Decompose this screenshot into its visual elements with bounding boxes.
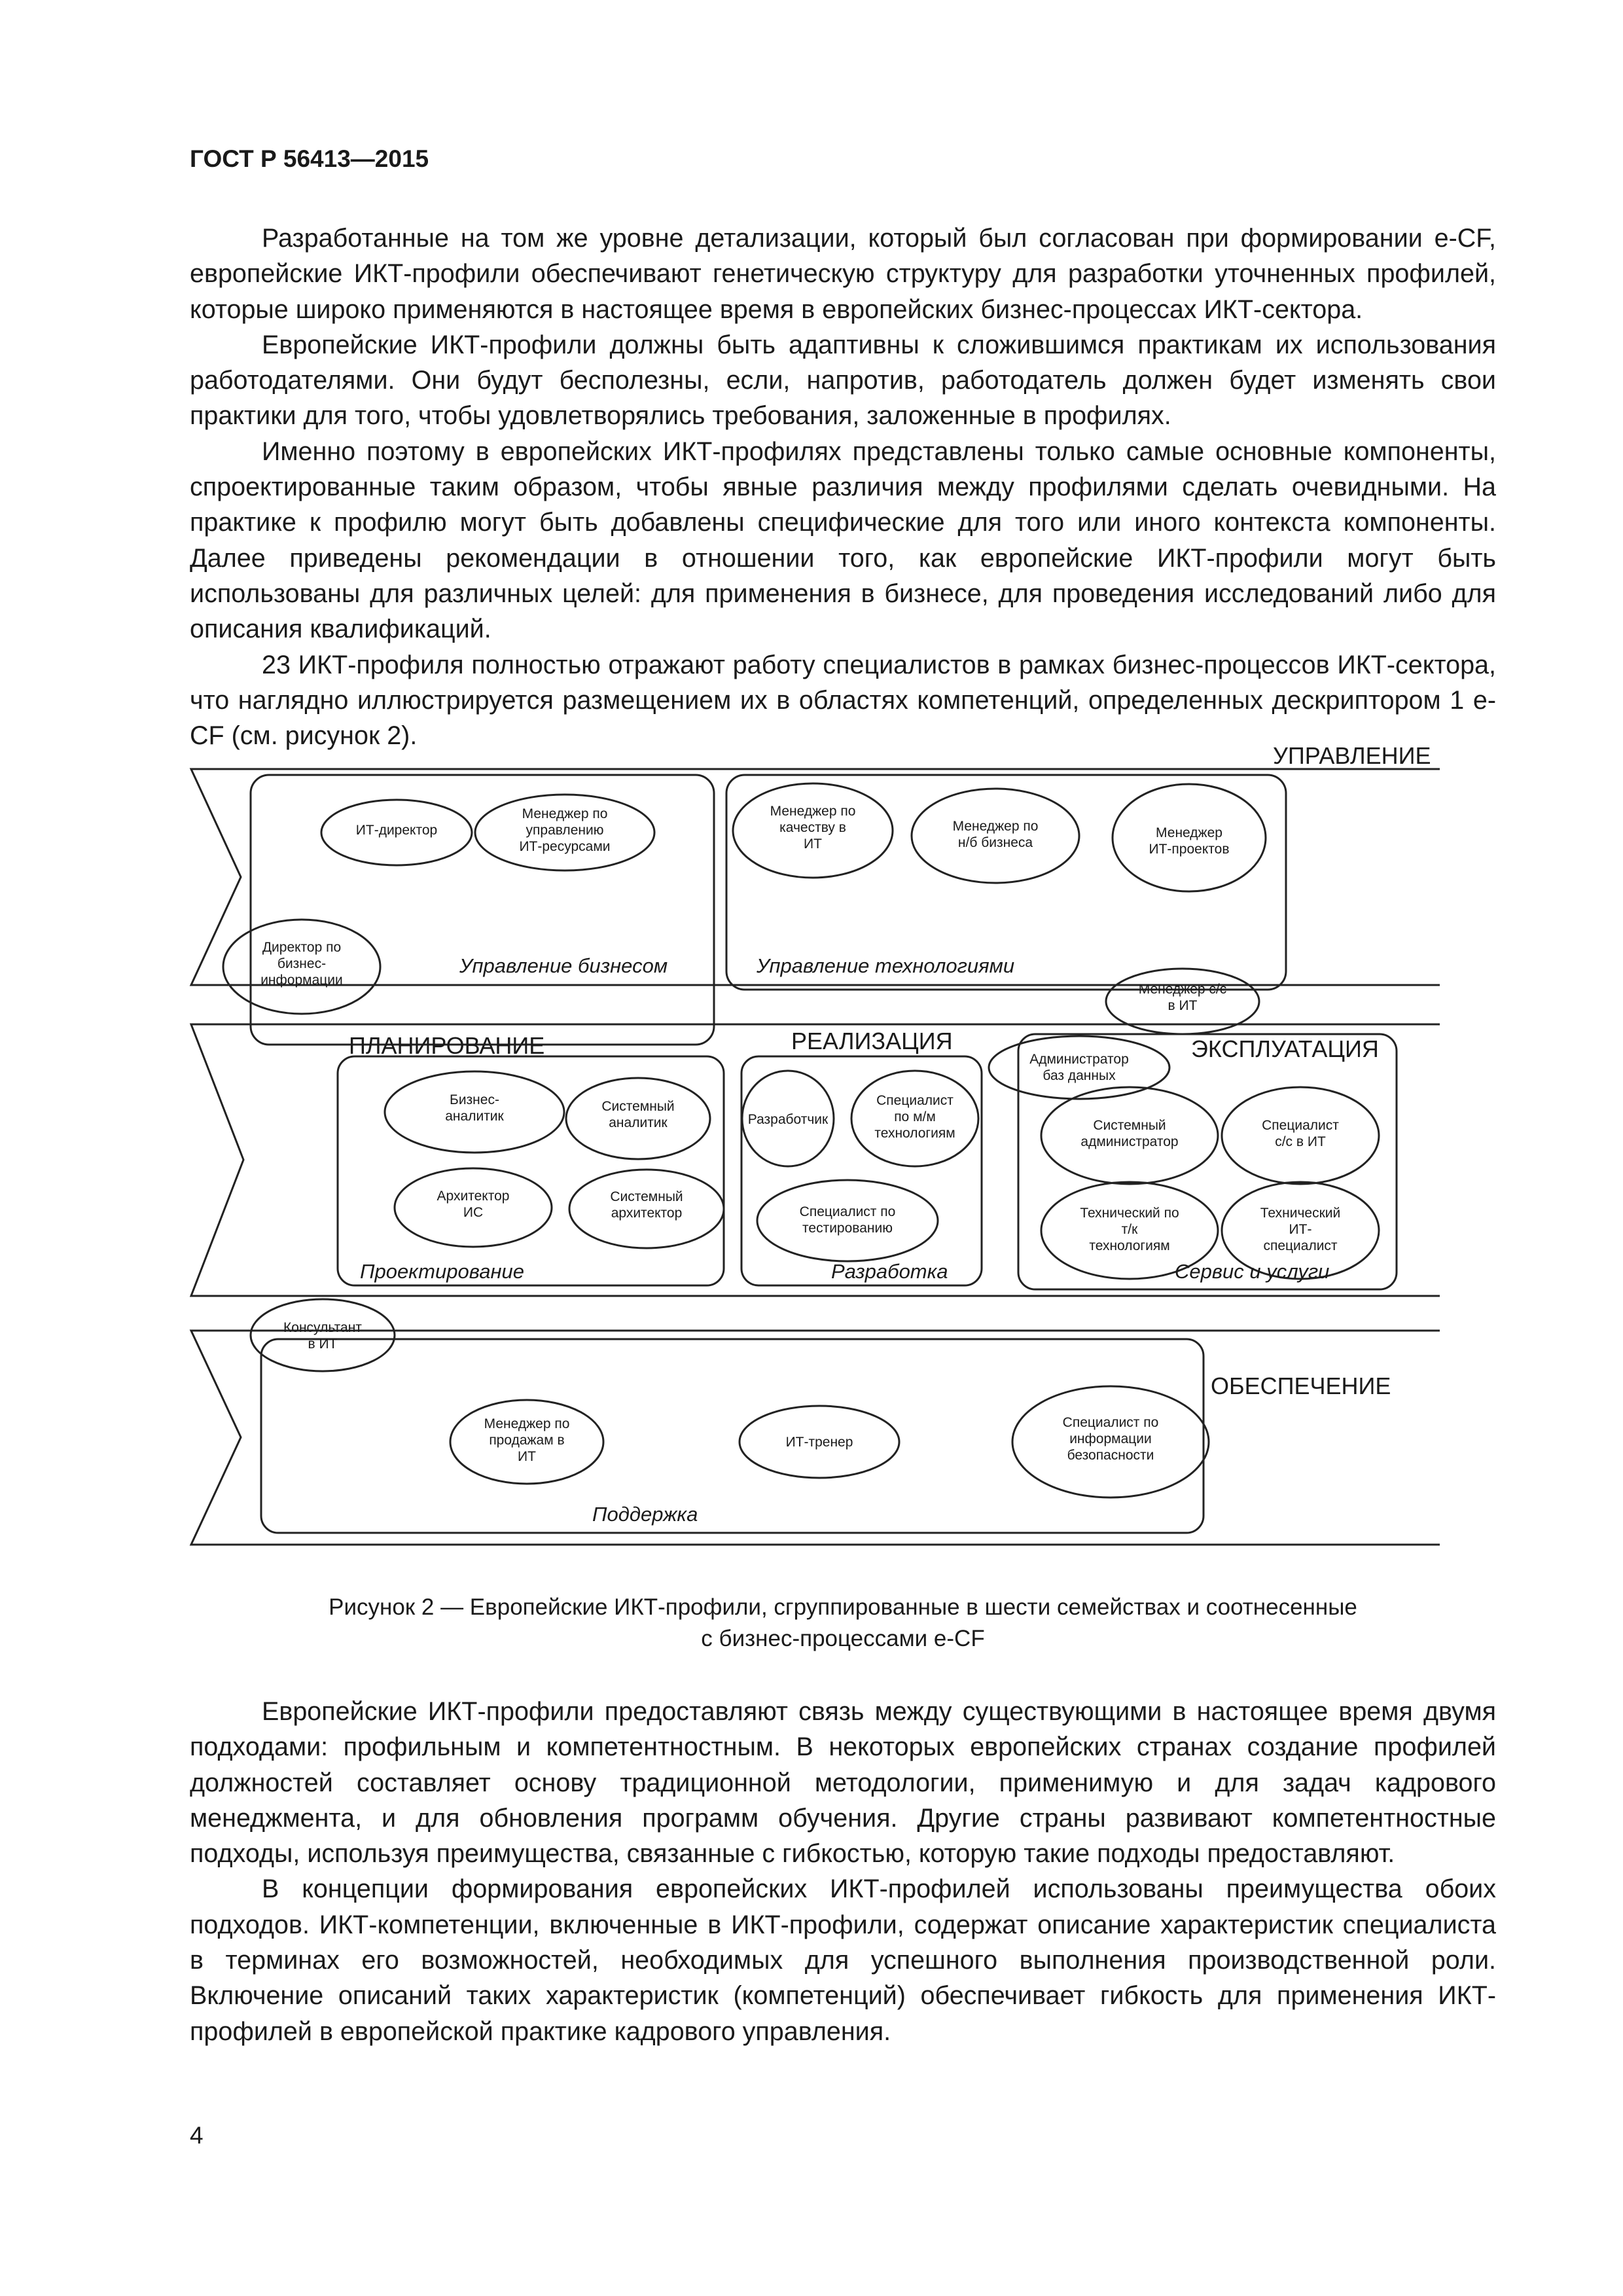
paragraph: Европейские ИКТ-профили должны быть адаптивны к сложившимся практикам их использования работодателями. Они будут бесполезны, если, напротив, работодатель должен будет изменять свои практики для того, чтобы удовлетворялись требования, заложенные в профилях. [190, 330, 1496, 431]
figure-caption [190, 1592, 1496, 1655]
profile-label-line: ИТ [518, 1449, 536, 1464]
family-label-service: Сервис и услуги [1175, 1260, 1330, 1283]
profile-label-line: с/с в ИТ [1275, 1134, 1326, 1149]
profile-label-line: управлению [526, 823, 604, 838]
paragraph: В концепции формирования европейских ИКТ-профилей использованы преимущества обоих подходов. ИКТ-компетенции, включенные в ИКТ-профили, содержат описание характеристик специалиста в терминах его возможностей, необходимых для успешного выполнения производственной роли. Включение описаний таких характеристик (компетенций) обеспечивает гибкость для применения ИКТ-профилей в европейской практике кадрового управления. [190, 1874, 1496, 2046]
support-box [261, 1339, 1204, 1533]
profile-label-line: тестированию [802, 1221, 893, 1236]
profile-it-network-manager [1139, 982, 1227, 1013]
profile-info-security-specialist [1063, 1415, 1159, 1463]
profile-label-line: Специалист [1262, 1118, 1339, 1133]
profile-mm-specialist [874, 1093, 955, 1141]
profile-label-line: по м/м [894, 1109, 936, 1124]
profile-label-line: бизнес- [277, 956, 327, 971]
profile-label-line: Технический по [1080, 1206, 1179, 1221]
document-header: ГОСТ Р 56413—2015 [190, 145, 429, 172]
profile-label-line: н/б бизнеса [957, 835, 1033, 850]
profile-db-admin [1029, 1052, 1129, 1083]
profile-label-line: Администратор [1029, 1052, 1129, 1067]
profile-network-specialist [1262, 1118, 1339, 1149]
profile-label-line: информации [260, 973, 343, 988]
family-label-development: Разработка [831, 1260, 948, 1283]
process-label-planning: ПЛАНИРОВАНИЕ [349, 1032, 545, 1059]
process-label-management: УПРАВЛЕНИЕ [1273, 746, 1431, 769]
caption-line: Рисунок 2 — Европейские ИКТ-профили, сгруппированные в шести семействах и соотнесенные [329, 1594, 1357, 1620]
profile-label-line: ИТ-проектов [1149, 842, 1230, 857]
profile-sales-manager [484, 1416, 570, 1464]
page-number: 4 [190, 2122, 204, 2149]
family-label-technology-management: Управление технологиями [757, 954, 1015, 977]
profile-business-analyst [445, 1092, 504, 1124]
profile-label-line: ИТ-тренер [785, 1435, 853, 1450]
profile-label-line: Менеджер с/с [1138, 982, 1227, 997]
profile-label-line: информации [1069, 1431, 1152, 1446]
profile-label-line: Директор по [262, 940, 342, 955]
profile-it-trainer [786, 1435, 853, 1450]
profile-it-director [356, 823, 437, 838]
family-label-support: Поддержка [592, 1503, 698, 1526]
profile-ellipses [223, 783, 1379, 1498]
profile-label-line: баз данных [1043, 1068, 1116, 1083]
body-text-top [190, 221, 1496, 753]
profile-tech-specialist-tc [1080, 1206, 1179, 1253]
profile-label-line: в ИТ [308, 1336, 338, 1352]
profile-test-specialist [800, 1204, 896, 1236]
profile-it-consultant [283, 1320, 362, 1352]
profile-tech-it-specialist [1260, 1206, 1340, 1253]
profile-sys-admin [1080, 1118, 1178, 1149]
profile-label-line: Менеджер [1156, 825, 1222, 840]
profile-label-line: ИТ- [1289, 1222, 1312, 1237]
development-box [741, 1056, 982, 1285]
profile-label-line: ИТ [804, 836, 822, 852]
profile-business-info-director [260, 940, 343, 988]
paragraph: Именно поэтому в европейских ИКТ-профилях представлены только самые основные компоненты, спроектированные таким образом, чтобы явные различия между профилями сделать очевидными. На практике к профилю могут быть добавлены специфические для того или иного контекста компоненты. Далее приведены рекомендации в отношении того, как европейские ИКТ-профили могут быть использованы для различных целей: для применения в бизнесе, для проведения исследований либо для описания квалификаций. [190, 437, 1496, 644]
paragraph: Разработанные на том же уровне детализации, который был согласован при формировании e-CF, европейские ИКТ-профили обеспечивают генетическую структуру для разработки уточненных профилей, которые широко применяются в настоящее время в европейских бизнес-процессах ИКТ-сектора. [190, 224, 1496, 324]
profile-label-line: продажам в [489, 1433, 565, 1448]
profile-label-line: аналитик [609, 1115, 668, 1130]
ict-profiles-diagram [183, 746, 1440, 1571]
profile-label-line: Системный [1093, 1118, 1166, 1133]
family-label-design: Проектирование [360, 1260, 524, 1283]
profile-label-line: аналитик [445, 1109, 504, 1124]
profile-label-line: безопасности [1067, 1448, 1154, 1463]
profile-label-line: качеству в [779, 820, 846, 835]
profile-label-line: Системный [610, 1189, 683, 1204]
profile-it-resources-manager [519, 806, 610, 854]
profile-label-line: специалист [1263, 1238, 1338, 1253]
profile-business-manager [953, 819, 1039, 850]
profile-label-line: Архитектор [437, 1189, 510, 1204]
profile-label-line: технологиям [874, 1126, 955, 1141]
profile-label-line: Специалист по [1062, 1415, 1159, 1430]
caption-line: с бизнес-процессами e-CF [701, 1626, 985, 1651]
profile-developer [748, 1112, 829, 1127]
process-label-realization: РЕАЛИЗАЦИЯ [791, 1028, 953, 1054]
profile-label-line: ИТ-ресурсами [519, 839, 611, 854]
profile-label-line: Бизнес- [450, 1092, 499, 1107]
profile-label-line: Специалист [876, 1093, 954, 1108]
paragraph: Европейские ИКТ-профили предоставляют связь между существующими в настоящее время двумя подходами: профильным и компетентностным. В некоторых европейских странах создание профилей должностей составляет основу традиционной методологии, применимую и для задач кадрового менеджмента, и для обновления программ обучения. Другие страны развивают компетентностные подходы, используя преимущества, связанные с гибкостью, которую такие подходы предоставляют. [190, 1697, 1496, 1869]
profile-label-line: Менеджер по [522, 806, 608, 821]
process-label-operation: ЭКСПЛУАТАЦИЯ [1191, 1035, 1379, 1062]
profile-is-architect [437, 1189, 510, 1220]
profile-label-line: архитектор [611, 1206, 683, 1221]
realization-arrow [191, 1024, 1440, 1296]
body-text-bottom [190, 1694, 1496, 2049]
paragraph: 23 ИКТ-профиля полностью отражают работу специалистов в рамках бизнес-процессов ИКТ-сектора, что наглядно иллюстрируется размещением их в областях компетенций, определенных дескриптором 1 e-CF (см. рисунок 2). [190, 650, 1496, 751]
profile-label-line: ИС [463, 1205, 484, 1220]
profile-quality-manager [770, 804, 856, 852]
profile-label-line: администратор [1080, 1134, 1179, 1149]
profile-label-line: ИТ-директор [355, 823, 438, 838]
profile-label-line: Системный [601, 1099, 675, 1114]
profile-system-analyst [601, 1099, 674, 1130]
profile-label-line: Консультант [283, 1320, 362, 1335]
profile-label-line: в ИТ [1168, 998, 1198, 1013]
profile-system-architect [610, 1189, 683, 1221]
process-label-support: ОБЕСПЕЧЕНИЕ [1211, 1372, 1391, 1399]
profile-label-line: Специалист по [799, 1204, 896, 1219]
profile-project-manager [1149, 825, 1230, 857]
profile-label-line: Менеджер по [770, 804, 856, 819]
family-label-business-management: Управление бизнесом [459, 954, 668, 977]
profile-label-line: Менеджер по [484, 1416, 570, 1431]
profile-label-line: Технический [1260, 1206, 1341, 1221]
profile-label-line: Менеджер по [952, 819, 1039, 834]
profile-label-line: технологиям [1089, 1238, 1170, 1253]
profile-label-line: т/к [1121, 1222, 1138, 1237]
profile-label-line: Разработчик [747, 1112, 829, 1127]
